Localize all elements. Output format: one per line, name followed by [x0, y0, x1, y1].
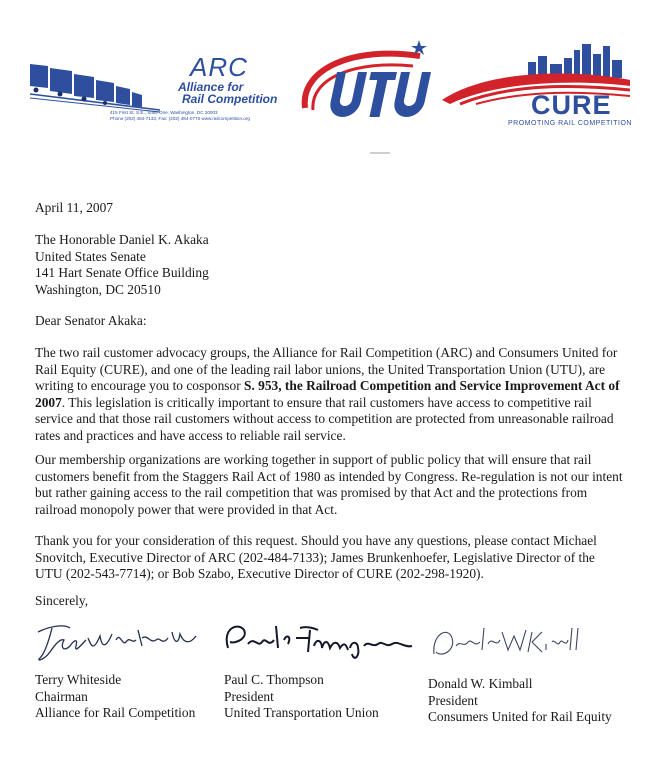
salutation: Dear Senator Akaka: [35, 313, 147, 328]
paragraph-1-body: . This legislation is critically important to ensure that rail customers have access to competitive rail service and that those rail customers without access to competition are protected from unreasonable railroad rates and practices and have access to reliable rail service. [35, 394, 614, 443]
recipient-line: The Honorable Daniel K. Akaka [35, 232, 209, 247]
paragraph-1-intro: The two rail customer advocacy groups, the Alliance for Rail Competition (ARC) and Consumers United for Rail Equity (CURE), and one of the leading rail labor unions, the United Transportation Union (UTU), are writing to encourage you to cosponsor [35, 345, 618, 394]
recipient-line: Washington, DC 20510 [35, 281, 161, 297]
paragraph-2: Our membership organizations are working together in support of public policy that will ensure that rail customers benefit from the Staggers Rail Act of 1980 as intended by Congress. Re-regulation is not our intent but rather gaining access to the rail competition that was promised by that Act and the protections from railroad monopoly power that were provided in that Act. [35, 452, 623, 517]
paragraph-3: Thank you for your consideration of this request. Should you have any questions, please contact Michael Snovitch, Executive Director of ARC (202-484-7133); James Brunkenhoefer, Legislative Director of the UTU (202-543-7714); or Bob Szabo, Executive Director of CURE (202-298-1920). [35, 533, 597, 582]
signer-title: Chairman [35, 688, 88, 704]
signer-block [428, 676, 612, 726]
signer-org: Alliance for Rail Competition [35, 705, 196, 720]
arc-phone: Phone (202) 484-7133, Fax: (202) 484-0770 www.railcompetition.org [110, 116, 250, 121]
signature-paul-thompson [218, 618, 418, 668]
signer-block [224, 672, 379, 722]
signer-org: Consumers United for Rail Equity [428, 709, 612, 724]
utu-logo [295, 38, 435, 133]
signature-terry-whiteside [30, 618, 210, 668]
closing: Sincerely, [35, 593, 89, 608]
letter-date: April 11, 2007 [35, 200, 113, 215]
signer-name: Paul C. Thompson [224, 672, 324, 687]
cure-tagline: PROMOTING RAIL COMPETITION [508, 120, 632, 127]
signer-title: President [224, 688, 274, 704]
signer-block [35, 672, 195, 722]
divider [370, 152, 390, 154]
arc-address: 415 First St. S.E., Suite One, Washington, DC 20003 [110, 110, 218, 115]
cure-name: CURE [531, 90, 612, 120]
signature-donald-kimball [428, 618, 588, 668]
recipient-line: United States Senate [35, 248, 146, 264]
signer-name: Terry Whiteside [35, 672, 122, 687]
signer-org: United Transportation Union [224, 705, 379, 720]
signer-title: President [428, 692, 478, 708]
recipient-address [35, 232, 209, 298]
bill-title: S. 953, the Railroad Competition and Service Improvement Act of 2007 [35, 378, 620, 410]
paragraph-1 [35, 345, 625, 445]
recipient-line: 141 Hart Senate Office Building [35, 265, 209, 280]
arc-name-line2: Rail Competition [182, 92, 278, 106]
signer-name: Donald W. Kimball [428, 676, 533, 691]
arc-monogram: ARC [190, 52, 248, 82]
arc-name-line1: Alliance for [178, 80, 244, 94]
